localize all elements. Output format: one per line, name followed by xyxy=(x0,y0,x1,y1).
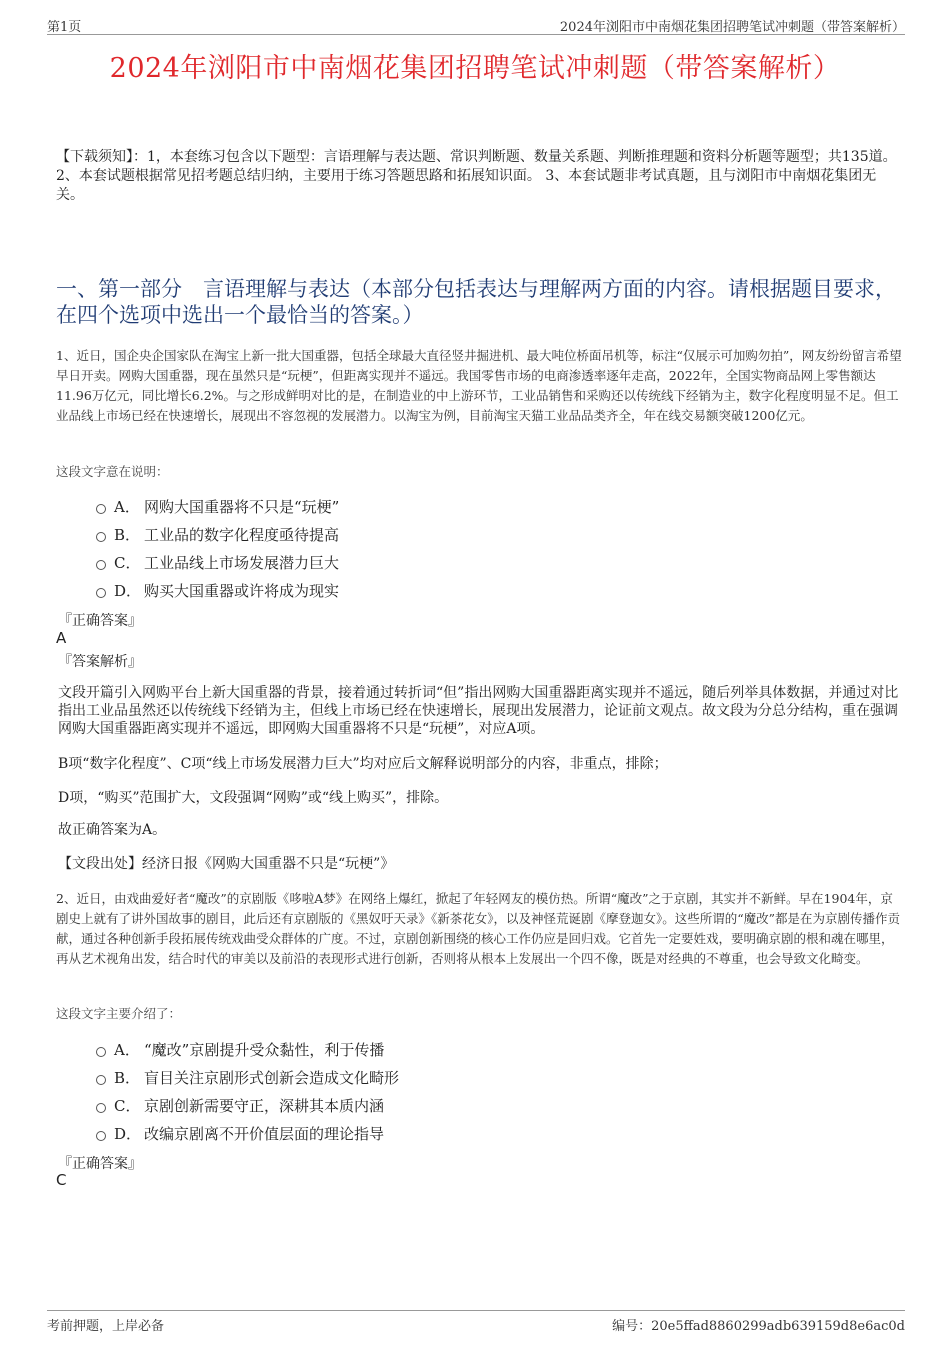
option-letter: B． xyxy=(114,1068,141,1087)
page-number: 第1页 xyxy=(47,20,82,35)
option-text: 工业品线上市场发展潜力巨大 xyxy=(144,553,340,572)
page-footer xyxy=(47,1310,905,1337)
footer-code: 编号：20e5ffad8860299adb639159d8e6ac0d xyxy=(612,1319,905,1334)
option-text: 盲目关注京剧形式创新会造成文化畸形 xyxy=(144,1068,400,1087)
option-d[interactable] xyxy=(96,1119,399,1147)
option-a[interactable] xyxy=(96,492,339,520)
question-1-text: 1、近日，国企央企国家队在淘宝上新一批大国重器，包括全球最大直径竖井掘进机、最大吨位桥面吊机等，标注“仅展示可加购勿拍”，网友纷纷留言希望早日开卖。网购大国重器，现在虽然只是“玩梗”，但距离实现并不遥远。我国零售市场的电商渗透率逐年走高，2022年，全国实物商品网上零售额达11.96万亿元，同比增长6.2%。与之形成鲜明对比的是，在制造业的中上游环节，工业品销售和采购还以传统线下经销为主，数字化程度明显不足。但工业品线上市场已经在快速增长，展现出不容忽视的发展潜力。以淘宝为例，目前淘宝天猫工业品品类齐全，年在线交易额突破1200亿元。 xyxy=(56,348,902,423)
question-2-options xyxy=(96,1035,399,1147)
source-line: 【文段出处】经济日报《网购大国重器不只是“玩梗”》 xyxy=(58,856,395,872)
option-text: 工业品的数字化程度亟待提高 xyxy=(144,525,340,544)
option-letter: C． xyxy=(114,553,141,572)
analysis-paragraph: 故正确答案为A。 xyxy=(58,822,167,838)
radio-icon[interactable] xyxy=(96,532,106,542)
option-letter: A． xyxy=(114,497,140,516)
download-notice: 【下载须知】：1，本套练习包含以下题型：言语理解与表达题、常识判断题、数量关系题、判断推理题和资料分析题等题型；共135道。 2、本套试题根据常见招考题总结归纳，主要用于练习答题思路和拓展知识面。 3、本套试题非考试真题，且与浏阳市中南烟花集团无关。 xyxy=(56,149,897,203)
radio-icon[interactable] xyxy=(96,588,106,598)
answer-value: C xyxy=(56,1171,67,1189)
option-text: “魔改”京剧提升受众黏性，利于传播 xyxy=(144,1040,385,1059)
radio-icon[interactable] xyxy=(96,1103,106,1113)
option-text: 京剧创新需要守正，深耕其本质内涵 xyxy=(144,1096,385,1115)
radio-icon[interactable] xyxy=(96,560,106,570)
analysis-paragraph: 文段开篇引入网购平台上新大国重器的背景，接着通过转折词“但”指出网购大国重器距离实现并不遥远，随后列举具体数据，并通过对比指出工业品虽然还以传统线下经销为主，但线上市场已经在快速增长，展现出发展潜力，论证前文观点。故文段为分总分结构，重在强调网购大国重器距离实现并不遥远，即网购大国重器将不只是“玩梗”，对应A项。 xyxy=(58,685,899,737)
option-letter: A． xyxy=(114,1040,140,1059)
option-letter: C． xyxy=(114,1096,141,1115)
option-text: 改编京剧离不开价值层面的理论指导 xyxy=(144,1124,385,1143)
analysis-paragraph: D项，“购买”范围扩大，文段强调“网购”或“线上购买”，排除。 xyxy=(58,790,449,806)
footer-slogan: 考前押题，上岸必备 xyxy=(47,1319,165,1334)
radio-icon[interactable] xyxy=(96,1047,106,1057)
answer-label: 『正确答案』 xyxy=(58,1156,142,1172)
option-d[interactable] xyxy=(96,576,339,604)
section-title: 一、第一部分 言语理解与表达（本部分包括表达与理解两方面的内容。请根据题目要求，在四个选项中选出一个最恰当的答案。） xyxy=(56,277,896,327)
option-text: 网购大国重器将不只是“玩梗” xyxy=(144,497,340,516)
analysis-label: 『答案解析』 xyxy=(58,654,142,670)
analysis-paragraph: B项“数字化程度”、C项“线上市场发展潜力巨大”均对应后文解释说明部分的内容，非重点，排除； xyxy=(58,756,668,772)
option-c[interactable] xyxy=(96,1091,399,1119)
option-b[interactable] xyxy=(96,1063,399,1091)
page-header xyxy=(47,14,905,35)
answer-value: A xyxy=(56,629,67,647)
question-2-text: 2、近日，由戏曲爱好者“魔改”的京剧版《哆啦A梦》在网络上爆红，掀起了年轻网友的模仿热。所谓“魔改”之于京剧，其实并不新鲜。早在1904年，京剧史上就有了讲外国故事的剧目，此后还有京剧版的《黑奴吁天录》《新茶花女》，以及神怪荒诞剧《摩登迦女》。这些所谓的“魔改”都是在为京剧传播作贡献，通过各种创新手段拓展传统戏曲受众群体的广度。不过，京剧创新围绕的核心工作仍应是回归戏。它首先一定要姓戏，要明确京剧的根和魂在哪里，再从艺术视角出发，结合时代的审美以及前沿的表现形式进行创新，否则将从根本上发展出一个四不像，既是对经典的不尊重，也会导致文化畸变。 xyxy=(56,891,901,966)
page-title: 2024年浏阳市中南烟花集团招聘笔试冲刺题（带答案解析） xyxy=(109,53,841,84)
option-letter: D． xyxy=(114,1124,142,1143)
radio-icon[interactable] xyxy=(96,504,106,514)
option-a[interactable] xyxy=(96,1035,399,1063)
radio-icon[interactable] xyxy=(96,1075,106,1085)
option-c[interactable] xyxy=(96,548,339,576)
header-doc-title: 2024年浏阳市中南烟花集团招聘笔试冲刺题（带答案解析） xyxy=(559,20,905,35)
question-2-prompt: 这段文字主要介绍了： xyxy=(56,1006,182,1021)
question-1-prompt: 这段文字意在说明： xyxy=(56,464,169,479)
option-letter: D． xyxy=(114,581,142,600)
answer-label: 『正确答案』 xyxy=(58,613,142,629)
question-1-options xyxy=(96,492,339,604)
option-text: 购买大国重器或许将成为现实 xyxy=(144,581,340,600)
option-b[interactable] xyxy=(96,520,339,548)
radio-icon[interactable] xyxy=(96,1131,106,1141)
option-letter: B． xyxy=(114,525,141,544)
